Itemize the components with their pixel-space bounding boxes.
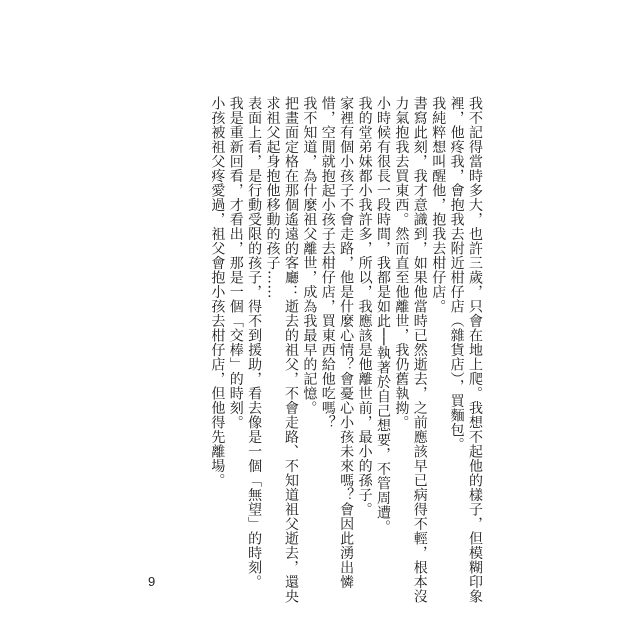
text-column: 家裡有個小孩子不會走路，他是什麼心情？會憂心小孩未來嗎？會因此湧出憐 [338, 96, 355, 589]
text-column: 把畫面定格在那個遙遠的客廳：逝去的祖父，不會走路、不知道祖父逝去，還央 [282, 96, 299, 604]
text-column: 我不記得當時多大，也許三歲，只會在地上爬。我想不起他的樣子，但模糊印象 [467, 96, 483, 604]
text-column: 小時候有很長一段時間，我都是如此──執著於自己想要，不管周遭。 [374, 96, 391, 535]
text-column: 書寫此刻，我才意識到，如果他當時已然逝去，之前應該早已病得不輕，根本沒 [411, 96, 428, 604]
text-column: 力氣抱我去買東西。然而直至他離世，我仍舊執拗。 [393, 96, 410, 430]
text-column: 求祖父起身抱他移動的孩子…… [264, 96, 281, 299]
text-column: 我純粹想叫醒他，抱我去柑仔店。 [430, 96, 447, 314]
text-column: 我的堂弟妹都小我許多，所以，我應該是他離世前，最小的孫子。 [356, 96, 373, 517]
body-text [208, 96, 484, 604]
text-column: 裡，他疼我，會抱我去附近柑仔店（雜貨店），買麵包。 [448, 96, 465, 452]
page-number: 9 [148, 574, 156, 589]
text-column: 我是重新回看，才看出，那是一個「交棒」的時刻。 [227, 96, 244, 430]
text-column: 表面上看，是行動受限的孩子，得不到援助，看去像是一個「無望」的時刻。 [246, 96, 263, 589]
text-column: 小孩被祖父疼愛過，祖父會抱小孩去柑仔店，但他得先離場。 [209, 96, 226, 488]
text-column: 惜，空閒就抱起小孩子去柑仔店，買東西給他吃嗎？ [319, 96, 336, 430]
text-column: 我不知道，為什麼祖父離世，成為我最早的記憶。 [301, 96, 318, 415]
